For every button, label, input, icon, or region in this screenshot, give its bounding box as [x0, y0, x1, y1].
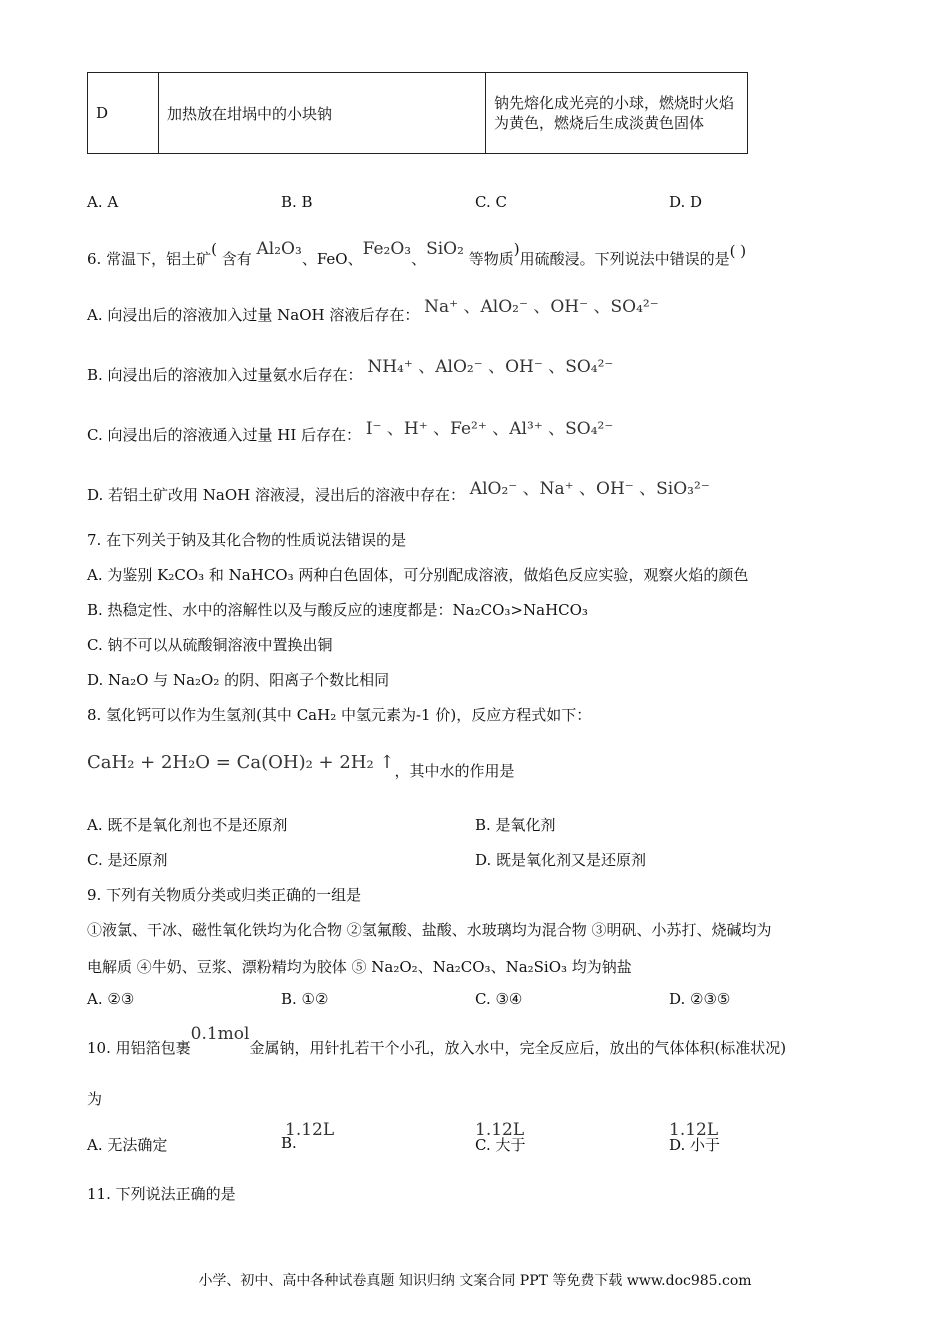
q7-stem: 7. 在下列关于钠及其化合物的性质说法错误的是 — [87, 531, 407, 549]
q6-option-b-ions: NH₄⁺ 、AlO₂⁻ 、OH⁻ 、SO₄²⁻ — [367, 357, 614, 377]
q7-option-a[interactable]: A. 为鉴别 K₂CO₃ 和 NaHCO₃ 两种白色固体，可分别配成溶液，做焰色反应实验，观察火焰的颜色 — [87, 566, 749, 584]
q6-option-c-ions: I⁻ 、H⁺ 、Fe²⁺ 、Al³⁺ 、SO₄²⁻ — [365, 419, 614, 439]
q6-option-a[interactable] — [87, 297, 659, 325]
q6-answer-paren: ( ) — [729, 242, 747, 260]
q8-option-a[interactable]: A. 既不是氧化剂也不是还原剂 — [87, 816, 288, 834]
q6-option-c-text: C. 向浸出后的溶液通入过量 HI 后存在： — [87, 426, 362, 444]
q6-option-d-ions: AlO₂⁻ 、Na⁺ 、OH⁻ 、SiO₃²⁻ — [469, 479, 710, 499]
q7-option-d[interactable]: D. Na₂O 与 Na₂O₂ 的阴、阳离子个数比相同 — [87, 671, 390, 689]
q9-stem: 9. 下列有关物质分类或归类正确的一组是 — [87, 886, 362, 904]
q8-equation — [87, 752, 515, 780]
q6-stem: 6. 常温下，铝土矿( 含有 Al₂O₃、FeO、Fe₂O₃、SiO₂ 等物质)用硫酸浸。下列说法中错误的是( ) — [87, 239, 747, 268]
q9-option-b[interactable]: B. ①② — [281, 990, 329, 1008]
page-footer: 小学、初中、高中各种试卷真题 知识归纳 文案合同 PPT 等免费下载 www.doc985.com — [198, 1273, 752, 1289]
q6-option-b-text: B. 向浸出后的溶液加入过量氨水后存在： — [87, 366, 363, 384]
q10-option-c[interactable] — [475, 1120, 526, 1154]
q8-option-d[interactable]: D. 既是氧化剂又是还原剂 — [475, 851, 647, 869]
q6-option-d[interactable] — [87, 480, 710, 505]
options-table — [87, 72, 748, 154]
table-cell-phenomenon: 钠先熔化成光亮的小球，燃烧时火焰为黄色，燃烧后生成淡黄色固体 — [486, 73, 748, 154]
q6-option-a-ions: Na⁺ 、AlO₂⁻ 、OH⁻ 、SO₄²⁻ — [424, 297, 659, 317]
q6-option-d-text: D. 若铝土矿改用 NaOH 溶液浸，浸出后的溶液中存在： — [87, 486, 466, 504]
q6-option-a-text: A. 向浸出后的溶液加入过量 NaOH 溶液后存在： — [87, 306, 420, 324]
q10-option-c-label: C. 大于 — [475, 1136, 526, 1154]
q10-amount: 0.1mol — [190, 1024, 250, 1044]
q10-option-b-label: B. — [281, 1134, 297, 1152]
q6-al2o3: Al₂O₃ — [256, 239, 302, 259]
q8-stem: 8. 氢化钙可以作为生氢剂(其中 CaH₂ 中氢元素为-1 价)，反应方程式如下： — [87, 706, 592, 724]
q10-stem-cont: 为 — [87, 1090, 103, 1108]
q10-option-c-vol: 1.12L — [475, 1120, 525, 1140]
q6-stem-a: 6. 常温下，铝土矿 — [87, 250, 212, 268]
q5-option-b[interactable]: B. B — [281, 193, 313, 211]
q6-sio2: SiO₂ — [426, 239, 464, 259]
q6-stem-d: 、 — [411, 250, 427, 268]
q10-option-a[interactable]: A. 无法确定 — [87, 1136, 168, 1154]
q10-stem-b: 金属钠，用针扎若干个小孔，放入水中，完全反应后，放出的气体体积(标准状况) — [249, 1039, 787, 1057]
q10-option-d-vol: 1.12L — [669, 1120, 719, 1140]
q6-fe2o3: Fe₂O₃ — [362, 239, 412, 259]
table-cell-operation: 加热放在坩埚中的小块钠 — [159, 73, 486, 154]
q11-stem: 11. 下列说法正确的是 — [87, 1185, 236, 1203]
q6-stem-f: 用硫酸浸。下列说法中错误的是 — [519, 250, 730, 268]
table-row — [88, 73, 748, 154]
q10-option-d-label: D. 小于 — [669, 1136, 721, 1154]
q9-statements-line1: ①液氯、干冰、磁性氧化铁均为化合物 ②氢氟酸、盐酸、水玻璃均为混合物 ③明矾、小苏打、烧碱均为 — [87, 921, 772, 939]
q8-formula: CaH₂ + 2H₂O = Ca(OH)₂ + 2H₂ ↑ — [87, 752, 395, 773]
q6-stem-e: 等物质 — [468, 250, 514, 268]
q9-option-a[interactable]: A. ②③ — [87, 990, 135, 1008]
table-cell-label: D — [88, 73, 159, 154]
q10-option-b-vol: 1.12L — [285, 1120, 335, 1140]
q6-stem-c: 、FeO、 — [301, 250, 363, 268]
q5-option-d[interactable]: D. D — [669, 193, 703, 211]
q7-option-b[interactable]: B. 热稳定性、水中的溶解性以及与酸反应的速度都是：Na₂CO₃>NaHCO₃ — [87, 601, 588, 619]
q9-statements-line2: 电解质 ④牛奶、豆浆、漂粉精均为胶体 ⑤ Na₂O₂、Na₂CO₃、Na₂SiO₃ 均为钠盐 — [87, 958, 632, 976]
q6-stem-b: 含有 — [221, 250, 252, 268]
q8-option-b[interactable]: B. 是氧化剂 — [475, 816, 556, 834]
q10-stem-a: 10. 用铝箔包裹 — [87, 1039, 191, 1057]
q5-option-c[interactable]: C. C — [475, 193, 507, 211]
q6-option-b[interactable] — [87, 357, 614, 385]
q10-option-b[interactable] — [281, 1120, 335, 1154]
q7-option-c[interactable]: C. 钠不可以从硫酸铜溶液中置换出铜 — [87, 636, 333, 654]
q9-option-d[interactable]: D. ②③⑤ — [669, 990, 731, 1008]
q8-option-c[interactable]: C. 是还原剂 — [87, 851, 168, 869]
q8-tail: ，其中水的作用是 — [394, 762, 515, 780]
q9-option-c[interactable]: C. ③④ — [475, 990, 523, 1008]
q10-stem — [87, 1024, 787, 1058]
q5-option-a[interactable]: A. A — [87, 193, 119, 211]
q6-option-c[interactable] — [87, 420, 613, 445]
q10-option-d[interactable] — [669, 1120, 721, 1154]
